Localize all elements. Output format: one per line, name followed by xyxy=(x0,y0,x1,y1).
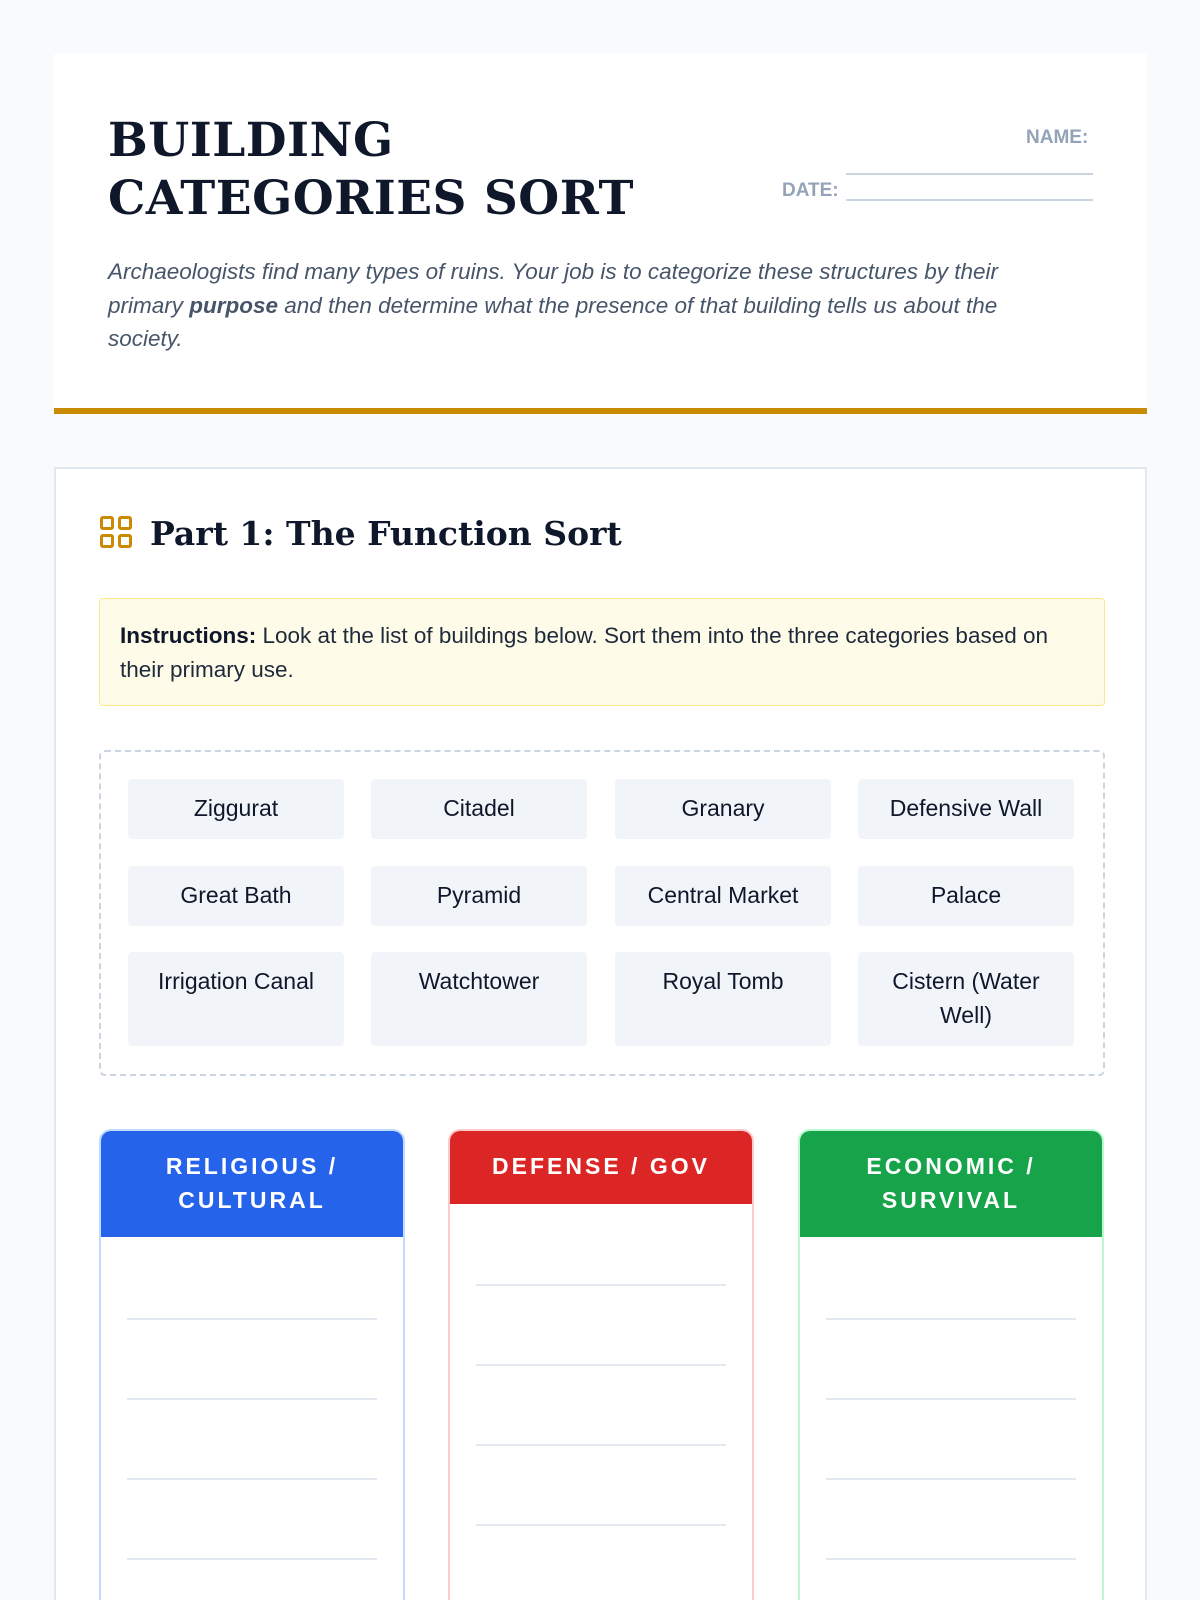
answer-line[interactable] xyxy=(476,1444,726,1446)
category-economic-survival[interactable] xyxy=(798,1129,1104,1600)
building-bank xyxy=(99,750,1105,1076)
page-title: BUILDING CATEGORIES SORT xyxy=(108,113,634,226)
building-chip[interactable]: Central Market xyxy=(615,866,831,926)
answer-line[interactable] xyxy=(127,1398,377,1400)
building-chip[interactable]: Palace xyxy=(858,866,1074,926)
date-field[interactable] xyxy=(846,199,1093,201)
building-chip[interactable]: Irrigation Canal xyxy=(128,952,344,1046)
category-religious-cultural[interactable] xyxy=(99,1129,405,1600)
intro-text-part2: and then determine what the presence of that building tells us about the society. xyxy=(108,292,998,351)
intro-emphasis: purpose xyxy=(189,292,279,318)
answer-line[interactable] xyxy=(826,1318,1076,1320)
instructions-label: Instructions: xyxy=(120,623,257,648)
building-chip[interactable]: Royal Tomb xyxy=(615,952,831,1046)
building-chip[interactable]: Citadel xyxy=(371,779,587,839)
section-title: Part 1: The Function Sort xyxy=(150,514,622,553)
answer-line[interactable] xyxy=(127,1558,377,1560)
date-label: DATE: xyxy=(782,180,839,201)
building-chip[interactable]: Cistern (Water Well) xyxy=(858,952,1074,1046)
category-header: ECONOMIC / SURVIVAL xyxy=(800,1131,1102,1237)
building-chip[interactable]: Ziggurat xyxy=(128,779,344,839)
instructions-text: Look at the list of buildings below. Sort them into the three categories based on their primary use. xyxy=(120,623,1049,682)
building-chip[interactable]: Pyramid xyxy=(371,866,587,926)
answer-line[interactable] xyxy=(826,1558,1076,1560)
category-header: RELIGIOUS / CULTURAL xyxy=(101,1131,403,1237)
intro-text xyxy=(108,255,1068,356)
intro-text-part1: Archaeologists find many types of ruins. Your job is to categorize these structures by their primary xyxy=(108,259,999,318)
name-label: NAME: xyxy=(1026,127,1089,148)
category-defense-gov[interactable] xyxy=(448,1129,754,1600)
category-header: DEFENSE / GOV xyxy=(450,1131,752,1204)
answer-line[interactable] xyxy=(476,1524,726,1526)
name-field[interactable] xyxy=(846,173,1093,175)
instructions-box xyxy=(99,598,1105,706)
answer-line[interactable] xyxy=(127,1478,377,1480)
answer-line[interactable] xyxy=(826,1478,1076,1480)
building-chip[interactable]: Watchtower xyxy=(371,952,587,1046)
building-chip[interactable]: Great Bath xyxy=(128,866,344,926)
answer-line[interactable] xyxy=(476,1284,726,1286)
answer-line[interactable] xyxy=(476,1364,726,1366)
answer-line[interactable] xyxy=(127,1318,377,1320)
building-chip[interactable]: Defensive Wall xyxy=(858,779,1074,839)
function-sort-section xyxy=(54,467,1147,1600)
answer-line[interactable] xyxy=(826,1398,1076,1400)
header-card xyxy=(54,54,1147,414)
building-chip[interactable]: Granary xyxy=(615,779,831,839)
grid-icon xyxy=(100,516,134,550)
